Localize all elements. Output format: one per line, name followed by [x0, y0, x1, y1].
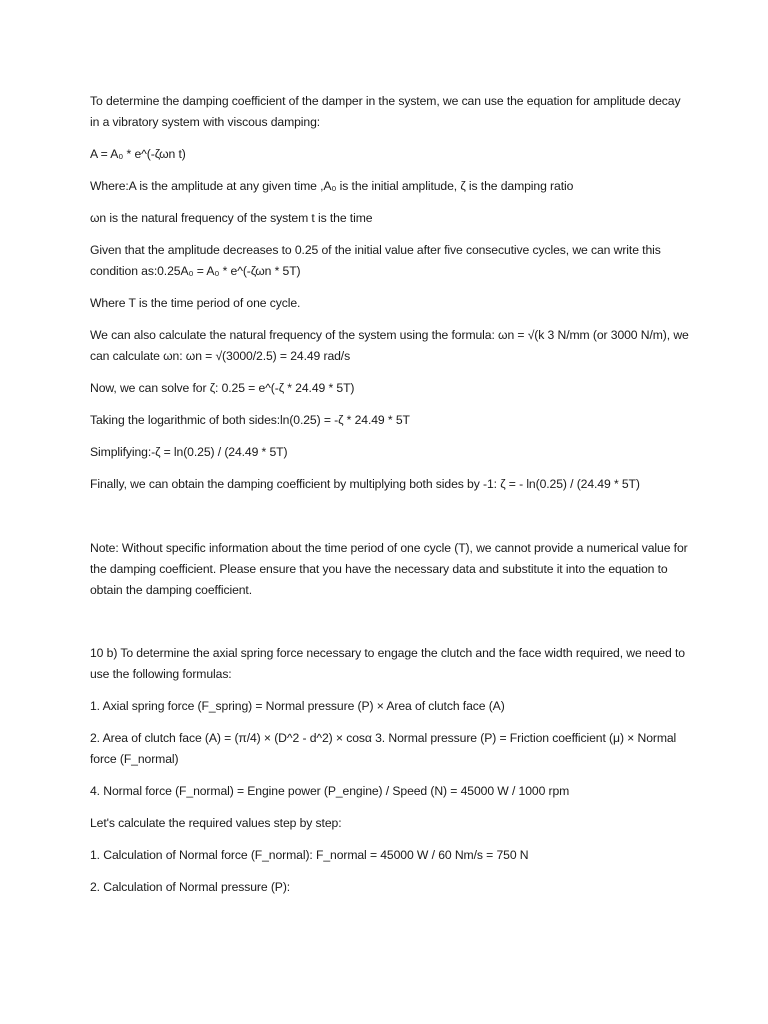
paragraph-where-definitions: Where:A is the amplitude at any given time ,A₀ is the initial amplitude, ζ is the damping ratio [90, 179, 574, 193]
document-body [90, 91, 690, 909]
paragraph-amplitude-condition: Given that the amplitude decreases to 0.25 of the initial value after five consecutive cycles, we can write this condition as:0.25A₀ = A₀ * e^(-ζωn * 5T) [90, 243, 661, 278]
paragraph-step-by-step: Let's calculate the required values step by step: [90, 816, 342, 830]
paragraph-equation-amplitude: A = A₀ * e^(-ζωn t) [90, 147, 186, 161]
paragraph-intro: To determine the damping coefficient of the damper in the system, we can use the equation for amplitude decay in a vibratory system with viscous damping: [90, 94, 681, 129]
paragraph-10b-intro: 10 b) To determine the axial spring force necessary to engage the clutch and the face width required, we need to use the following formulas: [90, 646, 685, 681]
paragraph-note: Note: Without specific information about the time period of one cycle (T), we cannot provide a numerical value for the damping coefficient. Please ensure that you have the necessary data and substitute it into the equation to obtain the damping coefficient. [90, 541, 688, 597]
paragraph-logarithm: Taking the logarithmic of both sides:ln(0.25) = -ζ * 24.49 * 5T [90, 413, 410, 427]
paragraph-final-damping: Finally, we can obtain the damping coefficient by multiplying both sides by -1: ζ = - ln(0.25) / (24.49 * 5T) [90, 477, 640, 491]
paragraph-time-period: Where T is the time period of one cycle. [90, 296, 301, 310]
paragraph-natural-frequency-calc: We can also calculate the natural frequency of the system using the formula: ωn = √(k 3 N/mm (or 3000 N/m), we can calculate ωn: ωn = √(3000/2.5) = 24.49 rad/s [90, 328, 689, 363]
paragraph-solve-zeta: Now, we can solve for ζ: 0.25 = e^(-ζ * 24.49 * 5T) [90, 381, 355, 395]
paragraph-formula-4: 4. Normal force (F_normal) = Engine power (P_engine) / Speed (N) = 45000 W / 1000 rpm [90, 784, 570, 798]
paragraph-formula-1: 1. Axial spring force (F_spring) = Normal pressure (P) × Area of clutch face (A) [90, 699, 505, 713]
paragraph-calc-normal-pressure: 2. Calculation of Normal pressure (P): [90, 880, 291, 894]
paragraph-natural-frequency-definition: ωn is the natural frequency of the system t is the time [90, 211, 373, 225]
paragraph-calc-normal-force: 1. Calculation of Normal force (F_normal): F_normal = 45000 W / 60 Nm/s = 750 N [90, 848, 529, 862]
paragraph-formula-2-3: 2. Area of clutch face (A) = (π/4) × (D^2 - d^2) × cosα 3. Normal pressure (P) = Friction coefficient (μ) × Normal force (F_normal) [90, 731, 677, 766]
paragraph-simplifying: Simplifying:-ζ = ln(0.25) / (24.49 * 5T) [90, 445, 288, 459]
